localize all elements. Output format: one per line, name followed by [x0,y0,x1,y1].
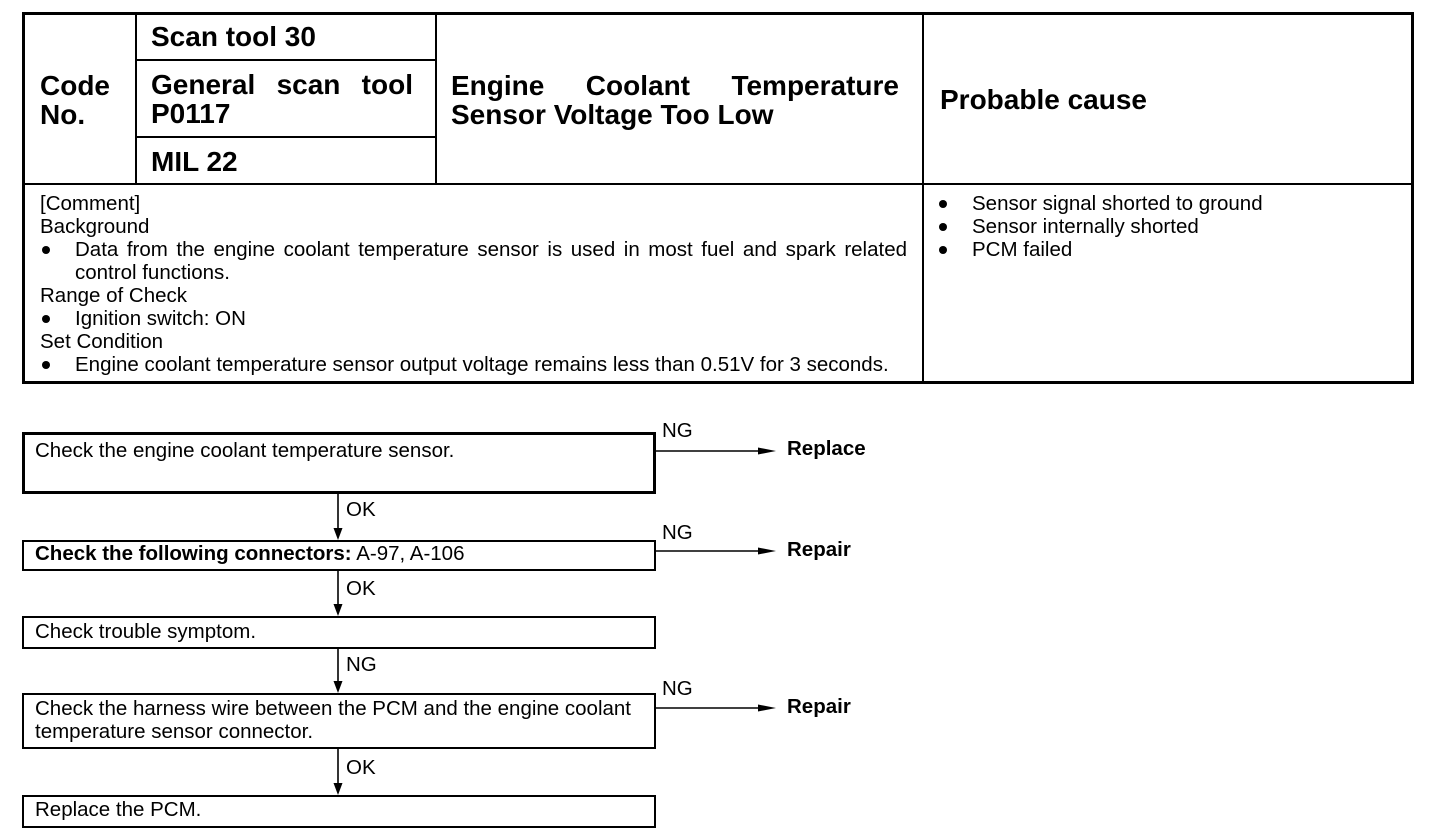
probable-cause-heading: Probable cause [940,84,1147,115]
branch-action-2: Repair [787,538,851,561]
arrowhead-down-icon [334,783,343,795]
flow-step-3 [22,616,656,649]
mil-code: MIL 22 [151,146,238,177]
branch-condition-3: NG [662,677,693,700]
arrowhead-right-icon [758,548,776,555]
branch-action-1: Replace [787,437,866,460]
branch-condition-1: NG [662,419,693,442]
flow-step-1-text: Check the engine coolant temperature sensor. [35,439,455,462]
dtc-title-line-2: Sensor Voltage Too Low [451,99,774,130]
flow-step-5-text: Replace the PCM. [35,798,202,821]
set-condition-text: Engine coolant temperature sensor output voltage remains less than 0.51V for 3 seconds. [75,353,889,376]
branch-action-3: Repair [787,695,851,718]
background-item-line-1: Data from the engine coolant temperature sensor is used in most fuel and spark related [75,238,907,261]
flow-step-1 [22,432,656,494]
branch-condition-2: NG [662,521,693,544]
arrowhead-down-icon [334,604,343,616]
flow-step-4-text-line-2: temperature sensor connector. [35,720,314,743]
background-item-line-2: control functions. [75,261,230,284]
probable-cause-text: Sensor internally shorted [972,215,1199,238]
background-label: Background [40,215,150,238]
probable-cause-text: Sensor signal shorted to ground [972,192,1263,215]
flow-step-3-text: Check trouble symptom. [35,620,257,643]
arrowhead-right-icon [758,448,776,455]
scan-tool-code: Scan tool 30 [151,21,316,52]
transition-label-1: OK [346,498,376,521]
flow-step-2 [22,540,656,571]
flow-step-5 [22,795,656,828]
dtc-title-line-1: Engine Coolant Temperature [451,70,899,101]
probable-cause-text: PCM failed [972,238,1073,261]
transition-label-4: OK [346,756,376,779]
range-of-check-label: Range of Check [40,284,188,307]
arrowhead-right-icon [758,705,776,712]
arrowhead-down-icon [334,681,343,693]
comment-heading: [Comment] [40,192,141,215]
code-label-line-2: No. [40,99,86,130]
flow-step-4-text-line-1: Check the harness wire between the PCM and the engine coolant [35,697,632,720]
range-of-check-text: Ignition switch: ON [75,307,246,330]
code-label-line-1: Code [40,70,110,101]
transition-label-3: NG [346,653,377,676]
transition-label-2: OK [346,577,376,600]
flow-step-2-connectors: A-97, A-106 [356,542,465,565]
arrowhead-down-icon [334,528,343,540]
flow-step-4 [22,693,656,749]
general-scan-tool-code: P0117 [151,98,231,129]
set-condition-label: Set Condition [40,330,164,353]
flow-step-2-bold-text: Check the following connectors: [35,542,352,565]
general-scan-tool-label: General scan tool [151,69,413,100]
